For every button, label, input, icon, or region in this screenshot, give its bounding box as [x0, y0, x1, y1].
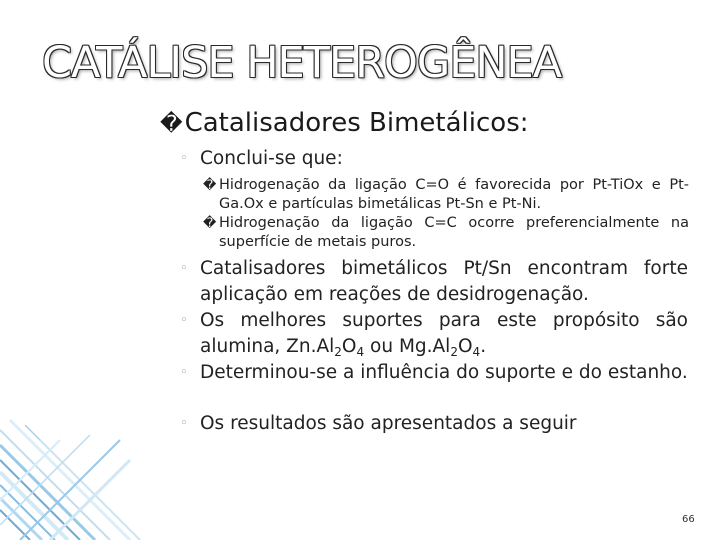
slide-title: CATÁLISE HETEROGÊNEA — [42, 38, 562, 88]
bullet-text: Os melhores suportes para este propósito são alumina, $Zn.Al_2O_4$ ou $Mg.Al_2O_4$. — [200, 310, 688, 360]
box-bullet-icon: � — [203, 216, 217, 231]
level1-bullet — [160, 108, 529, 138]
bullet-bimetallic — [180, 256, 688, 308]
sub-bullet-2 — [203, 214, 689, 252]
box-bullet-icon: � — [160, 112, 183, 137]
sub-bullet-text: Hidrogenação da ligação C=O é favorecida por Pt-TiOx e Pt-Ga.Ox e partículas bimetálicas Pt-Sn e Pt-Ni. — [219, 177, 689, 212]
page-number: 66 — [682, 514, 695, 525]
bullet-supports — [180, 308, 688, 360]
sub-bullet-1 — [203, 176, 689, 214]
circle-bullet-icon: ◦ — [180, 261, 188, 276]
bullet-text: Catalisadores bimetálicos Pt/Sn encontram forte aplicação em reações de desidrogenação. — [200, 258, 688, 305]
circle-bullet-icon: ◦ — [180, 416, 188, 431]
circle-bullet-icon: ◦ — [180, 313, 188, 328]
level1-text: Catalisadores Bimetálicos: — [184, 108, 529, 138]
bullet-text: Conclui-se que: — [200, 148, 343, 169]
circle-bullet-icon: ◦ — [180, 365, 188, 380]
bullet-influence — [180, 360, 688, 386]
bullet-results — [180, 411, 688, 437]
bullet-text: Determinou-se a influência do suporte e do estanho. — [200, 362, 688, 383]
circle-bullet-icon: ◦ — [180, 151, 188, 166]
box-bullet-icon: � — [203, 178, 217, 193]
sub-bullet-text: Hidrogenação da ligação C=C ocorre preferencialmente na superfície de metais puros. — [219, 215, 689, 250]
bullet-conclusion — [180, 146, 688, 172]
bullet-text: Os resultados são apresentados a seguir — [200, 413, 577, 434]
